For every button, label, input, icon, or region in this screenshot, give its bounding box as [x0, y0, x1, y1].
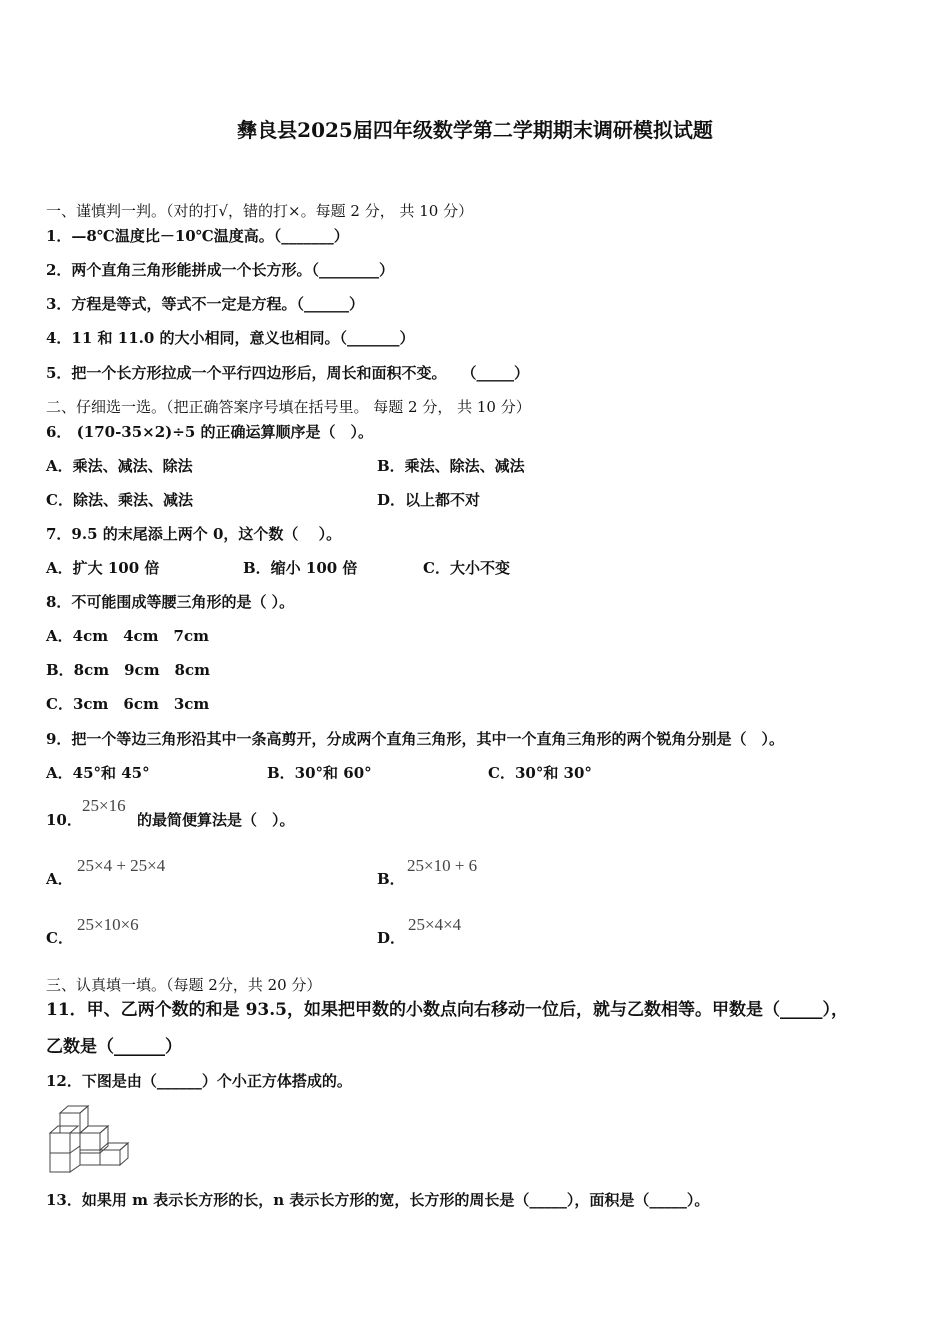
q10-option-d-label: D．: [377, 929, 406, 947]
q7-option-c: C．大小不变: [423, 559, 510, 577]
q7-option-b: B．缩小 100 倍: [243, 559, 358, 577]
question-10-stem: 的最简便算法是（ ）。: [137, 811, 295, 829]
q6-option-b: B．乘法、除法、减法: [377, 457, 525, 475]
q10-option-c-label: C．: [46, 929, 73, 947]
q9-option-b: B．30°和 60°: [267, 764, 372, 782]
q8-option-c: C．3cm 6cm 3cm: [46, 695, 210, 713]
question-6: 6． (170-35×2)÷5 的正确运算顺序是（ ）。: [46, 423, 373, 441]
q7-option-a: A．扩大 100 倍: [46, 559, 160, 577]
question-7: 7．9.5 的末尾添上两个 0，这个数（ ）。: [46, 525, 342, 543]
question-12: 12．下图是由（______）个小正方体搭成的。: [46, 1072, 352, 1090]
q8-option-b: B．8cm 9cm 8cm: [46, 661, 211, 679]
question-13: 13．如果用 m 表示长方形的长，n 表示长方形的宽，长方形的周长是（_____），面积是（_____）。: [46, 1191, 710, 1209]
section2-heading: 二、仔细选一选。（把正确答案序号填在括号里。 每题 2 分， 共 10 分）: [46, 398, 531, 416]
q10-option-b-formula: 25×10 + 6: [407, 856, 478, 875]
question-9: 9．把一个等边三角形沿其中一条高剪开，分成两个直角三角形，其中一个直角三角形的两个锐角分别是（ ）。: [46, 730, 784, 748]
q10-formula: 25×16: [82, 796, 126, 815]
section3-heading: 三、认真填一填。（每题 2分，共 20 分）: [46, 976, 322, 994]
q10-option-d-formula: 25×4×4: [408, 915, 462, 934]
q6-option-d: D．以上都不对: [377, 491, 481, 509]
question-1: 1．—8℃温度比－10℃温度高。（_______）: [46, 227, 349, 245]
q9-option-a: A．45°和 45°: [46, 764, 150, 782]
question-5: 5．把一个长方形拉成一个平行四边形后，周长和面积不变。 （_____）: [46, 364, 529, 382]
question-11-cont: 乙数是（______）: [46, 1037, 182, 1057]
question-11: 11．甲、乙两个数的和是 93.5，如果把甲数的小数点向右移动一位后，就与乙数相等。甲数是（_____），: [46, 1000, 848, 1020]
q10-option-c-formula: 25×10×6: [77, 915, 139, 934]
q9-option-c: C．30°和 30°: [488, 764, 592, 782]
cube-stack-figure: [46, 1103, 136, 1175]
question-3: 3．方程是等式，等式不一定是方程。（______）: [46, 295, 364, 313]
q10-option-b-label: B．: [377, 870, 405, 888]
page-title: 彝良县2025届四年级数学第二学期期末调研模拟试题: [237, 118, 713, 142]
question-2: 2．两个直角三角形能拼成一个长方形。（________）: [46, 261, 394, 279]
q10-option-a-label: A．: [46, 870, 73, 888]
section1-heading: 一、谨慎判一判。（对的打√，错的打×。每题 2 分， 共 10 分）: [46, 202, 474, 220]
q6-option-c: C．除法、乘法、减法: [46, 491, 193, 509]
question-10-number: 10．: [46, 811, 82, 829]
q6-option-a: A．乘法、减法、除法: [46, 457, 193, 475]
q10-option-a-formula: 25×4 + 25×4: [77, 856, 166, 875]
q8-option-a: A．4cm 4cm 7cm: [46, 627, 209, 645]
question-8: 8．不可能围成等腰三角形的是（ ）。: [46, 593, 295, 611]
question-4: 4．11 和 11.0 的大小相同，意义也相同。（_______）: [46, 329, 415, 347]
